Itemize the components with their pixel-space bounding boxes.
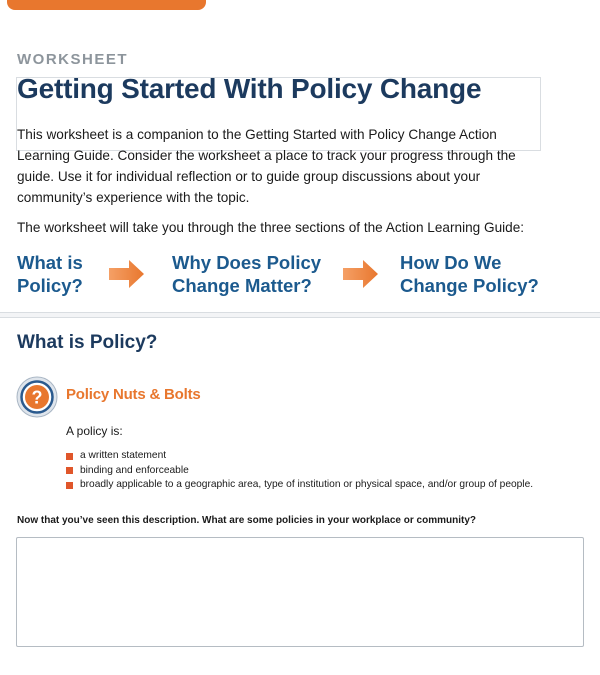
page-title: Getting Started With Policy Change [17, 73, 482, 104]
section-what-is-policy[interactable] [17, 251, 83, 297]
question-mark-icon [16, 376, 58, 418]
section-why-policy-change[interactable] [172, 251, 321, 297]
list-item: binding and enforceable [66, 464, 533, 479]
eyebrow-label: WORKSHEET [17, 51, 128, 68]
worksheet-question: Now that you’ve seen this description. What are some policies in your workplace or community? [17, 515, 476, 526]
section-how-change-policy[interactable] [400, 251, 539, 297]
top-tab-bar [7, 0, 206, 10]
callout-lead: A policy is: [66, 424, 123, 438]
answer-field[interactable] [16, 537, 584, 647]
section-divider [0, 312, 600, 318]
section-label-line: How Do We [400, 252, 502, 273]
section-label-line: Change Policy? [400, 275, 539, 296]
right-arrow-icon [343, 259, 379, 289]
section-label-line: Policy? [17, 275, 83, 296]
right-arrow-icon [109, 259, 145, 289]
definition-list [66, 449, 533, 493]
intro-paragraph: This worksheet is a companion to the Getting Started with Policy Change Action Learning Guide. Consider the worksheet a place to track your progress through the guide. Use it for individual reflection or to guide group discussions about your community’s experience with the topic. [17, 127, 516, 205]
intro-sections-paragraph: The worksheet will take you through the three sections of the Action Learning Guide: [17, 220, 525, 235]
callout-title: Policy Nuts & Bolts [66, 386, 201, 403]
section-label-line: What is [17, 252, 83, 273]
section-label-line: Why Does Policy [172, 252, 322, 273]
svg-text:?: ? [31, 387, 43, 408]
section-heading: What is Policy? [17, 332, 158, 353]
section-label-line: Change Matter? [172, 275, 312, 296]
list-item: broadly applicable to a geographic area, type of institution or physical space, and/or group of people. [66, 478, 533, 493]
list-item: a written statement [66, 449, 533, 464]
